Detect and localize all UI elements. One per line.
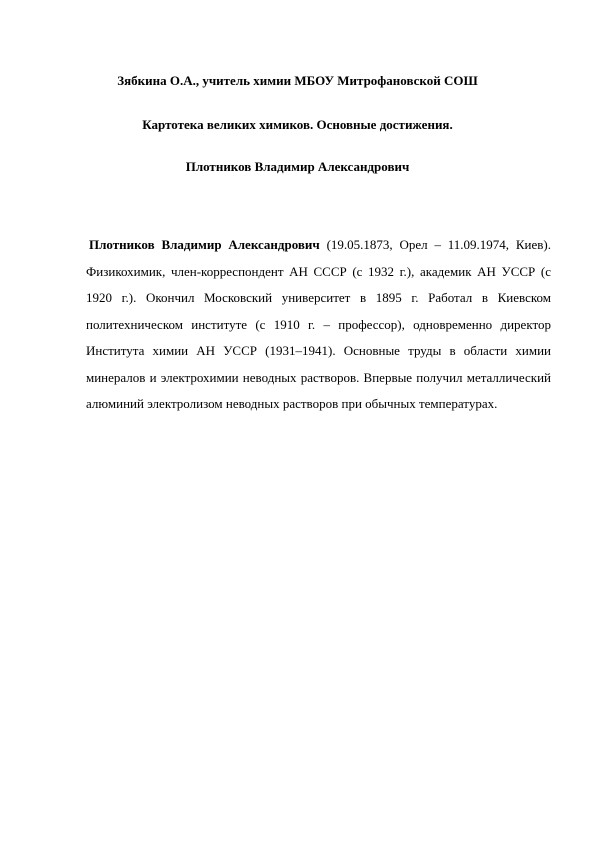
- biography-name: Плотников Владимир Александрович: [89, 237, 320, 252]
- biography-text: (19.05.1873, Орел – 11.09.1974, Киев). Физикохимик, член-корреспондент АН СССР (с 1932 г.), академик АН УССР (с 1920 г.). Окончил Московский университет в 1895 г. Работал в Киевском политехническом институте (с 1910 г. – профессор), одновременно директор Института химии АН УССР (1931–1941). Основные труды в области химии минералов и электрохимии неводных растворов. Впервые получил металлический алюминий электролизом неводных растворов при обычных температурах.: [86, 237, 551, 411]
- scientist-name-title: Плотников Владимир Александрович: [185, 159, 410, 174]
- author-line: Зябкина О.А., учитель химии МБОУ Митрофановской СОШ: [117, 73, 478, 88]
- series-title: Картотека великих химиков. Основные достижения.: [142, 117, 453, 132]
- biography-paragraph: [86, 232, 551, 418]
